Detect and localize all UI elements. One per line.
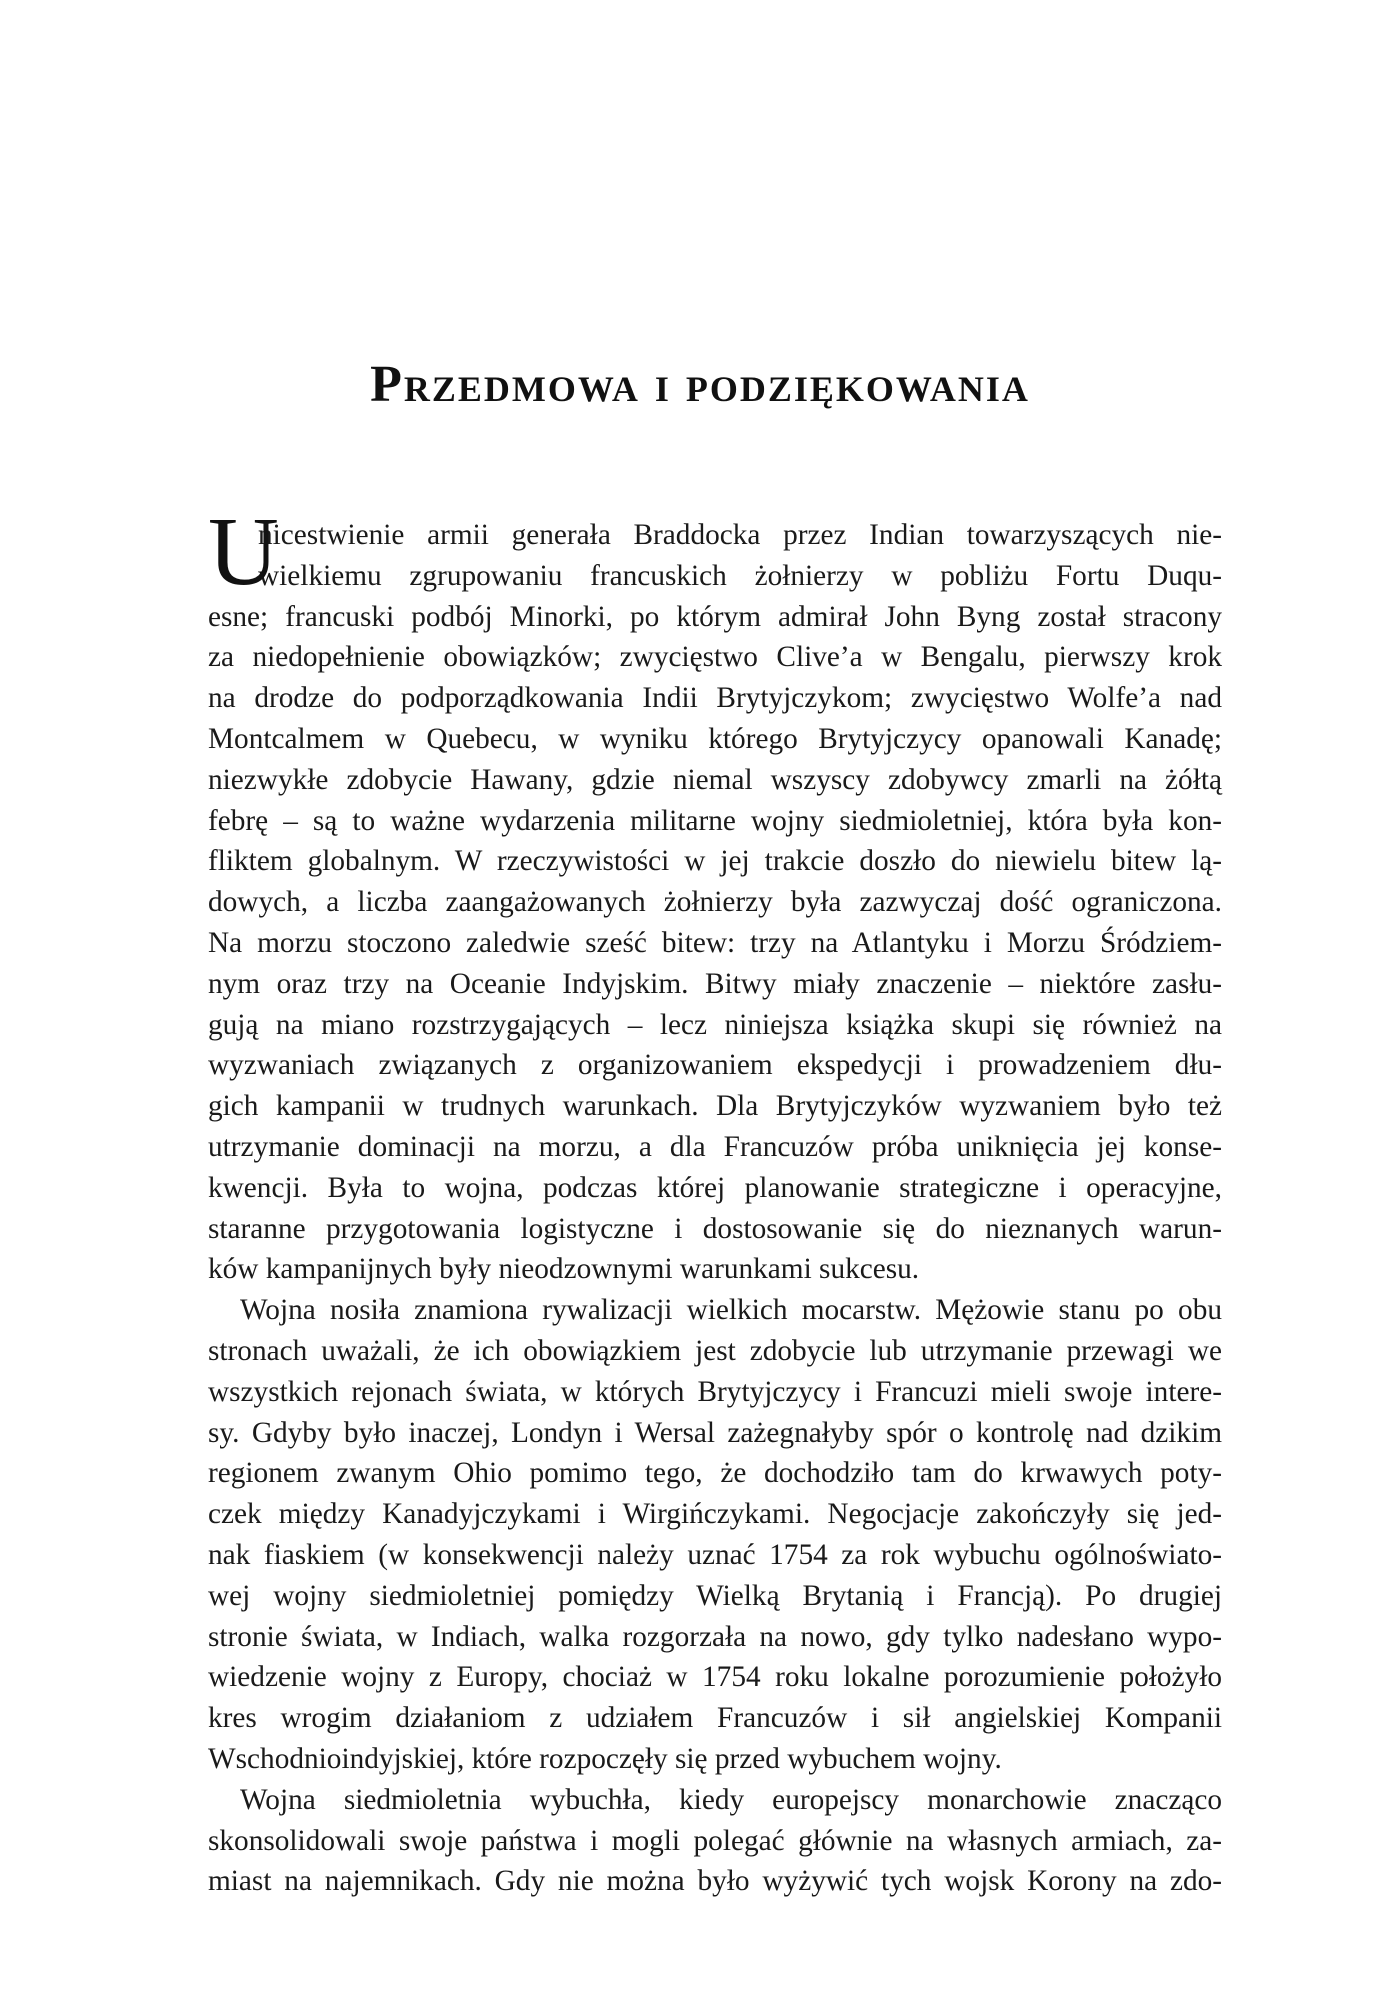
text-line: fliktem globalnym. W rzeczywistości w jej trakcie doszło do niewielu bitew lą- bbox=[208, 845, 1222, 878]
text-line: nicestwienie armii generała Braddocka przez Indian towarzyszących nie- bbox=[258, 519, 1222, 551]
text-line: kwencji. Była to wojna, podczas której planowanie strategiczne i operacyjne, bbox=[208, 1171, 1222, 1204]
drop-cap: U bbox=[208, 498, 279, 606]
text-line: nak fiaskiem (w konsekwencji należy uznać 1754 za rok wybuchu ogólnoświato- bbox=[208, 1538, 1222, 1571]
text-line: wszystkich rejonach świata, w których Brytyjczycy i Francuzi mieli swoje intere- bbox=[208, 1375, 1222, 1408]
text-line: ków kampanijnych były nieodzownymi warunkami sukcesu. bbox=[208, 1253, 920, 1286]
text-line: regionem zwanym Ohio pomimo tego, że dochodziło tam do krwawych poty- bbox=[208, 1457, 1222, 1490]
text-line: dowych, a liczba zaangażowanych żołnierzy była zazwyczaj dość ograniczona. bbox=[208, 886, 1222, 919]
text-line: utrzymanie dominacji na morzu, a dla Francuzów próba uniknięcia jej konse- bbox=[208, 1130, 1222, 1163]
text-line: sy. Gdyby było inaczej, Londyn i Wersal zażegnałyby spór o kontrolę nad dzikim bbox=[208, 1416, 1222, 1449]
text-line: febrę – są to ważne wydarzenia militarne wojny siedmioletniej, która była kon- bbox=[208, 804, 1222, 837]
text-line: wiedzenie wojny z Europy, chociaż w 1754 roku lokalne porozumienie położyło bbox=[208, 1661, 1222, 1694]
text-line: na drodze do podporządkowania Indii Brytyjczykom; zwycięstwo Wolfe’a nad bbox=[208, 682, 1222, 715]
text-line: wej wojny siedmioletniej pomiędzy Wielką Brytanią i Francją). Po drugiej bbox=[208, 1579, 1222, 1612]
text-line: esne; francuski podbój Minorki, po którym admirał John Byng został stracony bbox=[208, 600, 1222, 633]
text-line: czek między Kanadyjczykami i Wirgińczykami. Negocjacje zakończyły się jed- bbox=[208, 1498, 1222, 1531]
paragraph-2 bbox=[208, 1290, 1222, 1780]
text-line: wielkiemu zgrupowaniu francuskich żołnierzy w pobliżu Fortu Duqu- bbox=[258, 559, 1222, 592]
text-line: miast na najemnikach. Gdy nie można było wyżywić tych wojsk Korony na zdo- bbox=[208, 1865, 1222, 1898]
text-line: stronie świata, w Indiach, walka rozgorzała na nowo, gdy tylko nadesłano wypo- bbox=[208, 1620, 1222, 1653]
text-line: stronach uważali, że ich obowiązkiem jest zdobycie lub utrzymanie przewagi we bbox=[208, 1334, 1222, 1367]
text-line: za niedopełnienie obowiązków; zwycięstwo Clive’a w Bengalu, pierwszy krok bbox=[208, 641, 1222, 674]
body-text bbox=[208, 498, 1222, 1902]
text-line: wyzwaniach związanych z organizowaniem ekspedycji i prowadzeniem dłu- bbox=[208, 1049, 1222, 1082]
text-line: staranne przygotowania logistyczne i dostosowanie się do nieznanych warun- bbox=[208, 1212, 1222, 1245]
text-line: Montcalmem w Quebecu, w wyniku którego Brytyjczycy opanowali Kanadę; bbox=[208, 722, 1222, 755]
text-line: gich kampanii w trudnych warunkach. Dla Brytyjczyków wyzwaniem było też bbox=[208, 1090, 1222, 1123]
paragraph-3 bbox=[208, 1780, 1222, 1902]
text-line: Wojna nosiła znamiona rywalizacji wielkich mocarstw. Mężowie stanu po obu bbox=[240, 1294, 1222, 1327]
text-line: niezwykłe zdobycie Hawany, gdzie niemal wszyscy zdobywcy zmarli na żółtą bbox=[208, 763, 1222, 796]
paragraph-1 bbox=[208, 498, 1222, 1290]
text-line: kres wrogim działaniom z udziałem Francuzów i sił angielskiej Kompanii bbox=[208, 1702, 1222, 1735]
text-line: nym oraz trzy na Oceanie Indyjskim. Bitwy miały znaczenie – niektóre zasłu- bbox=[208, 967, 1222, 1000]
text-line: skonsolidowali swoje państwa i mogli polegać głównie na własnych armiach, za- bbox=[208, 1824, 1222, 1857]
text-line: Na morzu stoczono zaledwie sześć bitew: trzy na Atlantyku i Morzu Śródziem- bbox=[208, 926, 1222, 959]
text-line: gują na miano rozstrzygających – lecz niniejsza książka skupi się również na bbox=[208, 1008, 1222, 1041]
chapter-title: Przedmowa i podziękowania bbox=[370, 356, 1030, 413]
text-line: Wschodnioindyjskiej, które rozpoczęły się przed wybuchem wojny. bbox=[208, 1742, 1002, 1775]
text-line: Wojna siedmioletnia wybuchła, kiedy europejscy monarchowie znacząco bbox=[240, 1783, 1222, 1816]
